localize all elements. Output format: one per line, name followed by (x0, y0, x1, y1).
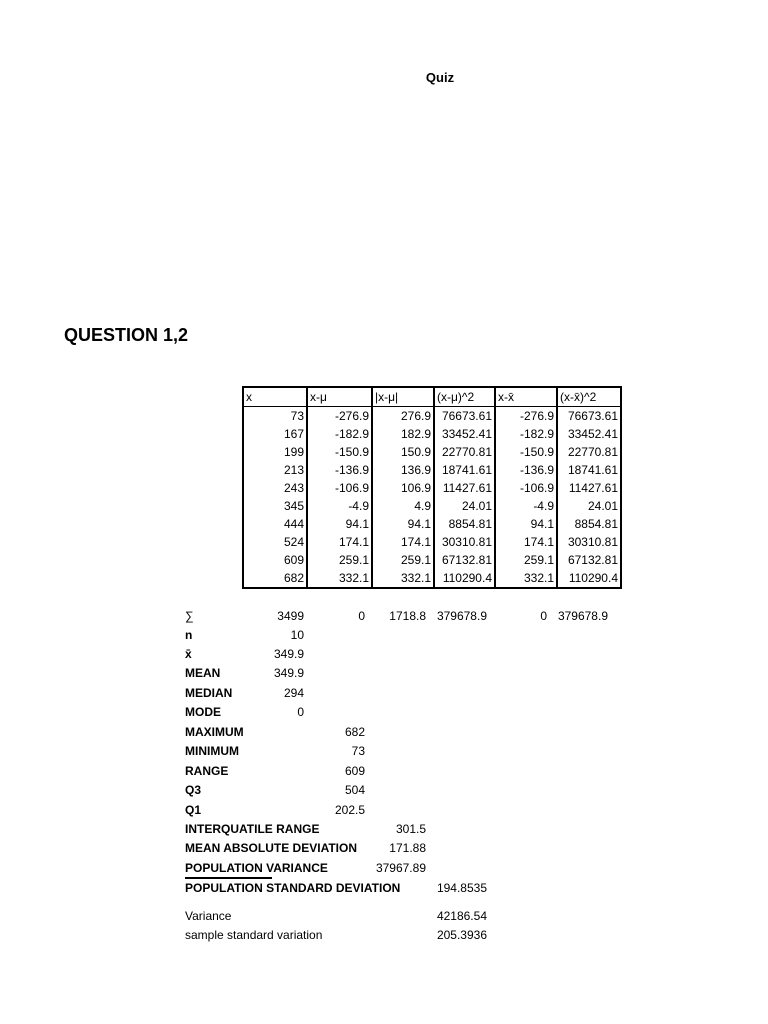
table-cell: 24.01 (557, 497, 621, 515)
column-header-sample-squared-deviation: (x-x̄)^2 (557, 387, 621, 407)
table-cell: 182.9 (372, 425, 434, 443)
table-cell: 174.1 (495, 533, 557, 551)
stat-row-q1 (0, 801, 768, 820)
table-body (243, 407, 621, 589)
column-header-absolute-deviation: |x-μ| (372, 387, 434, 407)
stat-row-population-variance (0, 859, 768, 878)
stat-value: 37967.89 (375, 861, 426, 875)
table-cell: 73 (243, 407, 307, 426)
table-cell: 76673.61 (434, 407, 495, 426)
table-cell: 33452.41 (434, 425, 495, 443)
stat-row-n (0, 626, 768, 645)
stat-value: 205.3936 (436, 928, 487, 942)
table-cell: 94.1 (372, 515, 434, 533)
column-header-deviation: x-μ (307, 387, 372, 407)
table-cell: 11427.61 (434, 479, 495, 497)
stat-label: INTERQUATILE RANGE (185, 822, 320, 836)
table-cell: 332.1 (372, 569, 434, 588)
table-cell: 106.9 (372, 479, 434, 497)
table-row (243, 443, 621, 461)
stat-value: 194.8535 (436, 881, 487, 895)
table-cell: 332.1 (307, 569, 372, 588)
stat-label: Q3 (185, 783, 202, 797)
stat-value: 301.5 (395, 822, 426, 836)
table-cell: -182.9 (495, 425, 557, 443)
table-row (243, 425, 621, 443)
stat-value: 73 (351, 744, 365, 758)
sum-symbol: ∑ (185, 609, 194, 623)
stat-row-mean-absolute-deviation (0, 839, 768, 858)
stat-row-minimum (0, 742, 768, 761)
stat-value: 349.9 (273, 647, 304, 661)
table-cell: 199 (243, 443, 307, 461)
stat-label: RANGE (185, 764, 229, 778)
table-row (243, 407, 621, 426)
sum-squared-deviation: 379678.9 (436, 609, 487, 623)
table-cell: -150.9 (495, 443, 557, 461)
sum-row (0, 606, 768, 626)
table-row (243, 515, 621, 533)
stat-value: 682 (344, 725, 365, 739)
sum-sample-deviation: 0 (540, 609, 547, 623)
table-row (243, 479, 621, 497)
table-cell: 524 (243, 533, 307, 551)
sum-sample-squared-deviation: 379678.9 (557, 609, 608, 623)
stat-value: 294 (283, 686, 304, 700)
sum-x: 3499 (277, 609, 304, 623)
stat-value: 504 (344, 783, 365, 797)
table-cell: 8854.81 (557, 515, 621, 533)
stat-row-population-standard-deviation (0, 879, 768, 898)
table-cell: -182.9 (307, 425, 372, 443)
table-row (243, 461, 621, 479)
table-cell: 94.1 (307, 515, 372, 533)
table-cell: -4.9 (307, 497, 372, 515)
table-cell: 22770.81 (434, 443, 495, 461)
stat-label: POPULATION VARIANCE (185, 861, 328, 875)
table-cell: 332.1 (495, 569, 557, 588)
table-cell: 76673.61 (557, 407, 621, 426)
stat-row-mode (0, 703, 768, 722)
table-cell: 259.1 (495, 551, 557, 569)
table-cell: 167 (243, 425, 307, 443)
table-cell: 30310.81 (557, 533, 621, 551)
table-cell: 150.9 (372, 443, 434, 461)
deviation-table (242, 386, 622, 589)
stat-row-x-bar (0, 645, 768, 664)
table-row (243, 533, 621, 551)
table-cell: 33452.41 (557, 425, 621, 443)
table-cell: -276.9 (307, 407, 372, 426)
table-header-row (243, 387, 621, 407)
stat-value: 171.88 (389, 841, 426, 855)
stat-label: x̄ (185, 647, 192, 661)
table-cell: -106.9 (495, 479, 557, 497)
stat-label: Variance (185, 909, 232, 923)
table-cell: 276.9 (372, 407, 434, 426)
table-cell: -150.9 (307, 443, 372, 461)
stat-row-range (0, 762, 768, 781)
stat-value: 349.9 (273, 666, 304, 680)
table-cell: 22770.81 (557, 443, 621, 461)
table-cell: -136.9 (307, 461, 372, 479)
section-heading: QUESTION 1,2 (64, 325, 189, 345)
column-header-x: x (243, 387, 307, 407)
table-cell: 444 (243, 515, 307, 533)
stat-label: MEAN ABSOLUTE DEVIATION (185, 841, 358, 855)
table-cell: -4.9 (495, 497, 557, 515)
stat-row-sample-standard-deviation (0, 926, 768, 945)
table-cell: 67132.81 (434, 551, 495, 569)
stat-label: MINIMUM (185, 744, 239, 758)
column-header-squared-deviation: (x-μ)^2 (434, 387, 495, 407)
table-row (243, 569, 621, 588)
sum-deviation: 0 (358, 609, 365, 623)
table-cell: 174.1 (372, 533, 434, 551)
stat-row-mean (0, 664, 768, 683)
stat-value: 0 (297, 705, 304, 719)
table-cell: -136.9 (495, 461, 557, 479)
table-row (243, 497, 621, 515)
table-cell: 94.1 (495, 515, 557, 533)
stat-row-maximum (0, 723, 768, 742)
stat-value: 10 (290, 628, 304, 642)
table-cell: 30310.81 (434, 533, 495, 551)
sum-absolute-deviation: 1718.8 (389, 609, 426, 623)
stat-label: MAXIMUM (185, 725, 244, 739)
stat-label: MEDIAN (185, 686, 233, 700)
table-cell: 174.1 (307, 533, 372, 551)
stat-label: MEAN (185, 666, 221, 680)
stat-label: sample standard variation (185, 928, 323, 942)
stat-value: 609 (344, 764, 365, 778)
stat-label: MODE (185, 705, 221, 719)
stat-row-variance (0, 907, 768, 926)
table-cell: 136.9 (372, 461, 434, 479)
stat-label: n (185, 628, 193, 642)
table-cell: 259.1 (372, 551, 434, 569)
table-cell: 213 (243, 461, 307, 479)
table-cell: 110290.4 (557, 569, 621, 588)
table-row (243, 551, 621, 569)
document-title: Quiz (425, 70, 455, 85)
table-cell: 682 (243, 569, 307, 588)
table-cell: 18741.61 (434, 461, 495, 479)
table-cell: -276.9 (495, 407, 557, 426)
table-cell: 67132.81 (557, 551, 621, 569)
column-header-sample-deviation: x-x̄ (495, 387, 557, 407)
table-cell: 11427.61 (557, 479, 621, 497)
stat-row-interquartile-range (0, 820, 768, 839)
table-cell: 345 (243, 497, 307, 515)
stat-row-q3 (0, 781, 768, 800)
table-cell: 8854.81 (434, 515, 495, 533)
table-cell: 110290.4 (434, 569, 495, 588)
table-cell: 609 (243, 551, 307, 569)
table-cell: 243 (243, 479, 307, 497)
table-cell: -106.9 (307, 479, 372, 497)
table-cell: 24.01 (434, 497, 495, 515)
table-cell: 18741.61 (557, 461, 621, 479)
stat-label: POPULATION STANDARD DEVIATION (185, 881, 401, 895)
stat-label: Q1 (185, 803, 202, 817)
stat-value: 42186.54 (436, 909, 487, 923)
stat-value: 202.5 (334, 803, 365, 817)
table-cell: 259.1 (307, 551, 372, 569)
table-cell: 4.9 (372, 497, 434, 515)
stat-row-median (0, 684, 768, 703)
